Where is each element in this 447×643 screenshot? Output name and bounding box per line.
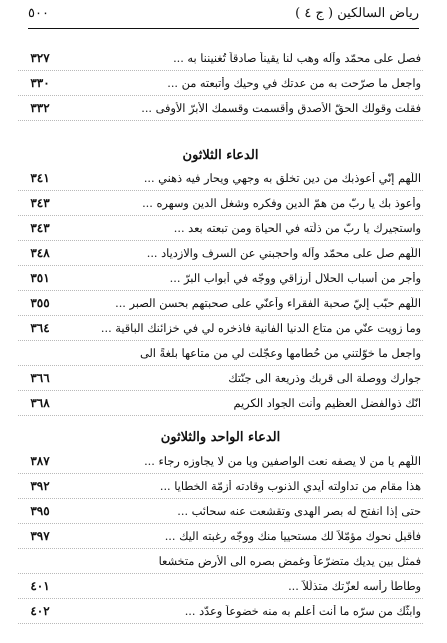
entry-text: واستجيرك يا ربّ من ذلّته في الحياة ومن تبعته بعد ... <box>173 221 421 235</box>
entry-text: وطأطأ رأسه لعزّتك متذلّلاً ... <box>288 579 421 593</box>
index-row <box>18 96 423 121</box>
index-row <box>18 291 423 316</box>
section-heading: الدعاء الثلاثون <box>182 148 259 163</box>
entry-text: واجعل ما خوّلتني من حُطامها وعجّلت لي من متاعها بلغةً الى <box>139 346 421 360</box>
index-section-1 <box>18 46 423 121</box>
page-ref: ٤٠٢ <box>30 604 50 618</box>
index-row <box>18 499 423 524</box>
page-ref: ٣٢٧ <box>30 51 50 65</box>
page-ref: ٣٤٨ <box>30 246 50 260</box>
index-row <box>18 46 423 71</box>
index-row <box>18 366 423 391</box>
index-row <box>18 216 423 241</box>
index-row <box>18 166 423 191</box>
page-ref: ٣٦٦ <box>30 371 50 385</box>
index-row <box>18 391 423 416</box>
entry-text: اللّهم إنّي أعوذبك من دين تخلق به وجهي ويحار فيه ذهني ... <box>143 171 421 185</box>
entry-text: فقلت وقولك الحقّ الأصدق وأقسمت وقسمك الأبرّ الأوفى ... <box>141 101 421 115</box>
page-ref: ٣٦٨ <box>30 396 50 410</box>
page-ref: ٣٤١ <box>30 171 50 185</box>
entry-text: انّك ذوالفضل العظيم وأنت الجواد الكريم <box>233 396 421 410</box>
index-row <box>18 599 423 624</box>
page-ref: ٤٠١ <box>30 579 50 593</box>
section-heading: الدعاء الواحد والثلاثون <box>160 430 281 445</box>
entry-text: جوارك ووصلة الى قربك وذريعة الى جنّتك <box>228 371 421 385</box>
page-ref: ٣٥٥ <box>30 296 50 310</box>
page-ref: ٣٩٢ <box>30 479 50 493</box>
page-ref: ٣٣٢ <box>30 101 50 115</box>
page-ref: ٣٤٣ <box>30 196 50 210</box>
index-section-2 <box>18 166 423 416</box>
page-header <box>28 2 419 24</box>
entry-text: اللّهم يا من لا يصفه نعت الواصفين ويا من لا يجاوزه رجاء ... <box>144 454 421 468</box>
index-row <box>18 474 423 499</box>
page-ref: ٣٣٠ <box>30 76 50 90</box>
entry-text: فأقبل نحوك مؤمّلاً لك مستحييا منك ووجّه رغبته اليك ... <box>164 529 421 543</box>
index-row <box>18 341 423 366</box>
running-title: رياض السالكين ( ج ٤ ) <box>295 5 419 21</box>
index-row <box>18 574 423 599</box>
index-row <box>18 524 423 549</box>
index-row <box>18 241 423 266</box>
entry-text: هذا مقام من تداولته أيدي الذنوب وقادته أزمّة الخطايا ... <box>159 479 421 493</box>
page-ref: ٣٩٥ <box>30 504 50 518</box>
entry-text: وابثّك من سرّه ما أنت أعلم به منه خضوعاً وعدّد ... <box>184 604 421 618</box>
index-row <box>18 191 423 216</box>
entry-text: وما زويت عنّي من متاع الدنيا الفانية فاذخره لي في خزائنك الباقية ... <box>100 321 421 335</box>
page-ref: ٣٨٧ <box>30 454 50 468</box>
entry-text: فمثل بين يديك متضرّعاً وغمض بصره الى الأرض متخشعا <box>158 554 421 568</box>
entry-text: حتى إذا انفتح له بصر الهدى وتقشعت عنه سحائب ... <box>177 504 421 518</box>
index-section-3 <box>18 449 423 624</box>
index-row <box>18 71 423 96</box>
index-row <box>18 316 423 341</box>
page-number: ٥٠٠ <box>28 5 49 21</box>
header-rule <box>28 28 419 29</box>
page-ref: ٣٦٤ <box>30 321 50 335</box>
entry-text: فصل على محمّد وآله وهب لنا يقيناً صادقاً تُغنيننا به ... <box>173 51 421 65</box>
index-row <box>18 449 423 474</box>
page-ref: ٣٩٧ <box>30 529 50 543</box>
index-row <box>18 266 423 291</box>
entry-text: اللّهم صل على محمّد وآله واحجبني عن السرف والازدياد ... <box>146 246 421 260</box>
entry-text: اللّهم حبّب إليّ صحبة الفقراء وأعنّي على صحبتهم بحسن الصبر ... <box>115 296 421 310</box>
page-ref: ٣٤٣ <box>30 221 50 235</box>
entry-text: وأعوذ بك يا ربّ من همّ الدين وفكره وشغل الدين وسهره ... <box>142 196 421 210</box>
index-row <box>18 549 423 574</box>
entry-text: وأجرِ من أسباب الحلال أرزاقي ووجّه في أبواب البرّ ... <box>169 271 421 285</box>
entry-text: واجعل ما صرّحت به من عدتك في وحيك وأتبعته من ... <box>167 76 421 90</box>
page-ref: ٣٥١ <box>30 271 50 285</box>
